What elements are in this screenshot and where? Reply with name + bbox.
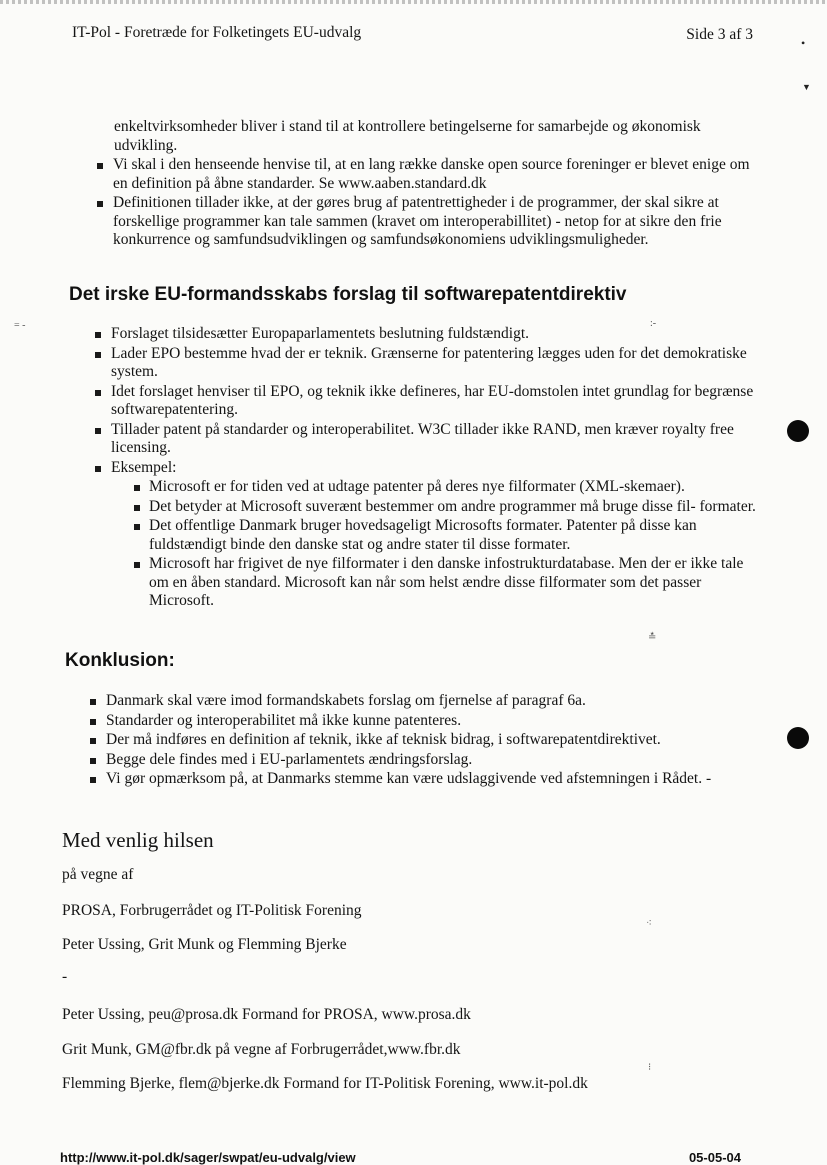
page-number: Side 3 af 3 — [686, 26, 753, 43]
list-item: Det offentlige Danmark bruger hovedsageligt Microsofts formater. Patenter på disse kan fuldstændigt binde den danske stat og andre stater til disse formater. — [149, 517, 761, 554]
list-item: Forslaget tilsidesætter Europaparlamentets beslutning fuldstændigt. — [111, 325, 761, 344]
header-title: IT-Pol - Foretræde for Folketingets EU-udvalg — [72, 24, 362, 41]
list-item-example — [111, 459, 761, 611]
list-item: Danmark skal være imod formandskabets forslag om fjernelse af paragraf 6a. — [106, 692, 756, 711]
scan-speck: ⁝ — [648, 1062, 652, 1073]
list-item: Der må indføres en definition af teknik, ikke af teknisk bidrag, i softwarepatentdirektivet. — [106, 731, 756, 750]
scan-mark-icon: ▼ — [802, 82, 811, 92]
list-item: Microsoft har frigivet de nye filformater i den danske infostrukturdatabase. Men der er ikke tale om en åben standard. Microsoft kan når som helst ændre disse filformater som det passer Microsoft. — [149, 555, 761, 611]
list-item: Tillader patent på standarder og interoperabilitet. W3C tillader ikke RAND, men kræver royalty free licensing. — [111, 421, 761, 458]
list-item: Standarder og interoperabilitet må ikke kunne patenteres. — [106, 712, 756, 731]
binder-hole-icon — [787, 420, 809, 442]
organizations-line: PROSA, Forbrugerrådet og IT-Politisk Forening — [62, 902, 362, 919]
list-item: Vi gør opmærksom på, at Danmarks stemme kan være udslaggivende ved afstemningen i Rådet. - — [106, 770, 756, 789]
scan-speck: = - — [14, 320, 26, 331]
scan-mark-icon: • — [801, 36, 806, 50]
section-heading-conclusion: Konklusion: — [65, 650, 175, 671]
scan-speck: :- — [650, 318, 657, 329]
list-item: Det betyder at Microsoft suverænt bestemmer om andre programmer må bruge disse fil- formater. — [149, 498, 761, 517]
list-item: Vi skal i den henseende henvise til, at en lang række danske open source foreninger er blevet enige om en definition på åbne standarder. Se www.aaben.standard.dk — [113, 156, 763, 193]
separator-dash: - — [62, 968, 68, 985]
scan-speck: ⁖ — [646, 918, 652, 929]
footer-url: http://www.it-pol.dk/sager/swpat/eu-udvalg/view — [60, 1150, 356, 1165]
list-item: Idet forslaget henviser til EPO, og teknik ikke defineres, har EU-domstolen intet grundlag for begrænse softwarepatentering. — [111, 383, 761, 420]
example-label: Eksempel: — [111, 458, 177, 476]
continuation-text: enkeltvirksomheder bliver i stand til at kontrollere betingelserne for samarbejde og økonomisk udvikling. — [114, 118, 701, 154]
contact-line: Peter Ussing, peu@prosa.dk Formand for PROSA, www.prosa.dk — [62, 1006, 471, 1023]
conclusion-bullet-list — [106, 692, 756, 790]
intro-bullet-list — [113, 156, 763, 251]
section-heading-proposal: Det irske EU-formandsskabs forslag til softwarepatentdirektiv — [69, 284, 627, 305]
list-item: Lader EPO bestemme hvad der er teknik. Grænserne for patentering lægges uden for det demokratiske system. — [111, 345, 761, 382]
scan-border — [0, 0, 827, 4]
on-behalf-line: på vegne af — [62, 866, 134, 883]
signatories-line: Peter Ussing, Grit Munk og Flemming Bjerke — [62, 936, 347, 953]
footer-date: 05-05-04 — [688, 1150, 741, 1165]
contact-line: Flemming Bjerke, flem@bjerke.dk Formand for IT-Politisk Forening, www.it-pol.dk — [62, 1075, 588, 1092]
scan-speck: ≛ — [648, 632, 657, 643]
proposal-bullet-list — [111, 325, 761, 612]
list-item: Begge dele findes med i EU-parlamentets ændringsforslag. — [106, 751, 756, 770]
closing-greeting: Med venlig hilsen — [62, 828, 214, 852]
example-sub-list — [149, 478, 761, 611]
binder-hole-icon — [787, 727, 809, 749]
list-item: Microsoft er for tiden ved at udtage patenter på deres nye filformater (XML-skemaer). — [149, 478, 761, 497]
page-header — [72, 24, 753, 46]
list-item: Definitionen tillader ikke, at der gøres brug af patentrettigheder i de programmer, der skal sikre at forskellige programmer kan tale sammen (kravet om interoperabillitet) - netop for at sikre den frie konkurrence og samfundsudviklingen og samfundsøkonomiens udviklingsmuligheder. — [113, 194, 763, 250]
contact-line: Grit Munk, GM@fbr.dk på vegne af Forbrugerrådet,www.fbr.dk — [62, 1041, 461, 1058]
